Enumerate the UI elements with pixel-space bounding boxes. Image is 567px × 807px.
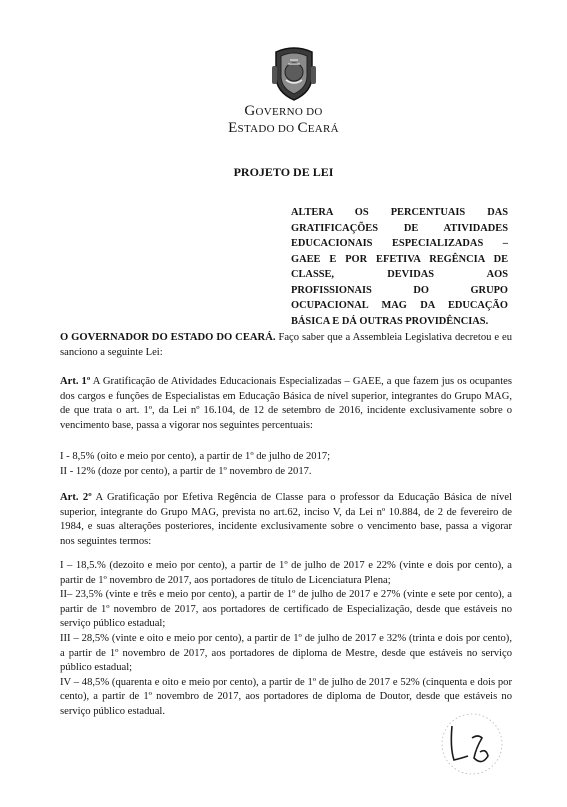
- handwritten-initials-icon: [432, 708, 512, 780]
- document-title: PROJETO DE LEI: [233, 165, 334, 179]
- law-summary-line: BÁSICA E DÁ OUTRAS PROVIDÊNCIAS.: [291, 315, 489, 327]
- article-2-text: A Gratificação por Efetiva Regência de Classe para o professor da Educação Básica de nível superior, integrante do Grupo MAG, prevista no art.62, inciso V, da Lei nº 10.884, de 2 de fevereiro de 1984, e suas alterações posteriores, incidente exclusivamente sobre o vencimento base, passa a vigorar nos seguintes termos:: [60, 492, 512, 547]
- article-1-label: Art. 1º: [60, 376, 91, 387]
- preamble: [60, 331, 512, 360]
- article-2-items: [60, 559, 512, 720]
- article-1-item: II - 12% (doze por cento), a partir de 1º novembro de 2017.: [60, 465, 312, 477]
- article-2-item: II– 23,5% (vinte e três e meio por cento), a partir de 1º de julho de 2017 e 27% (vinte e sete por cento), a partir de 1º novembro de 2017, aos portadores de certificado de Especialização, desde que estáveis no serviço público estadual;: [60, 589, 512, 630]
- article-2-item: IV – 48,5% (quarenta e oito e meio por cento), a partir de 1º de julho de 2017 e 52% (cinquenta e dois por cento), a partir de 1º novembro de 2017, aos portadores de diploma de Doutor, desde que estáveis no serviço público estadual.: [60, 676, 512, 717]
- ceara-coat-of-arms-icon: [270, 46, 318, 102]
- law-summary-line: CLASSE, DEVIDAS AOS: [291, 269, 508, 280]
- law-summary: [291, 205, 508, 329]
- government-name-line2: ESTADO DO CEARÁ: [228, 120, 339, 136]
- article-2-item: I – 18,5.% (dezoito e meio por cento), a partir de 1º de julho de 2017 e 22% (vinte e dois por cento), a partir de 1º novembro de 2017, aos portadores de título de Licenciatura Plena;: [60, 560, 512, 586]
- law-summary-line: EDUCACIONAIS ESPECIALIZADAS –: [291, 238, 508, 249]
- article-1-item: I - 8,5% (oito e meio por cento), a partir de 1º de julho de 2017;: [60, 451, 331, 462]
- preamble-heading: O GOVERNADOR DO ESTADO DO CEARÁ.: [60, 332, 276, 343]
- article-2-label: Art. 2º: [60, 492, 92, 503]
- article-1-items: [60, 450, 512, 479]
- law-summary-line: GAEE E POR EFETIVA REGÊNCIA DE: [291, 253, 508, 265]
- law-summary-line: OCUPACIONAL MAG DA EDUCAÇÃO: [291, 300, 508, 311]
- article-2-item: III – 28,5% (vinte e oito e meio por cento), a partir de 1º de julho de 2017 e 32% (trinta e dois por cento), a partir de 1º novembro de 2017, aos portadores de diploma de Mestre, desde que estáveis no serviço público estadual;: [60, 632, 512, 674]
- article-1: [60, 375, 512, 433]
- law-summary-line: PROFISSIONAIS DO GRUPO: [291, 284, 508, 296]
- preamble-text: Faço saber que a Assembleia Legislativa decretou e eu sanciono a seguinte Lei:: [60, 332, 512, 358]
- law-summary-line: GRATIFICAÇÕES DE ATIVIDADES: [291, 222, 508, 234]
- law-summary-line: ALTERA OS PERCENTUAIS DAS: [291, 207, 508, 218]
- article-2: [60, 491, 512, 549]
- article-1-text: A Gratificação de Atividades Educacionais Especializadas – GAEE, a que fazem jus os ocupantes dos cargos e funções de Especialistas em Educação Básica de nível superior, integrantes do Grupo MAG, de que trata o art. 1º, da Lei nº 16.104, de 12 de setembro de 2016, incidente exclusivamente sobre o vencimento base, passa a vigorar nos seguintes percentuais:: [60, 376, 512, 431]
- government-name-line1: GOVERNO DO: [244, 103, 323, 119]
